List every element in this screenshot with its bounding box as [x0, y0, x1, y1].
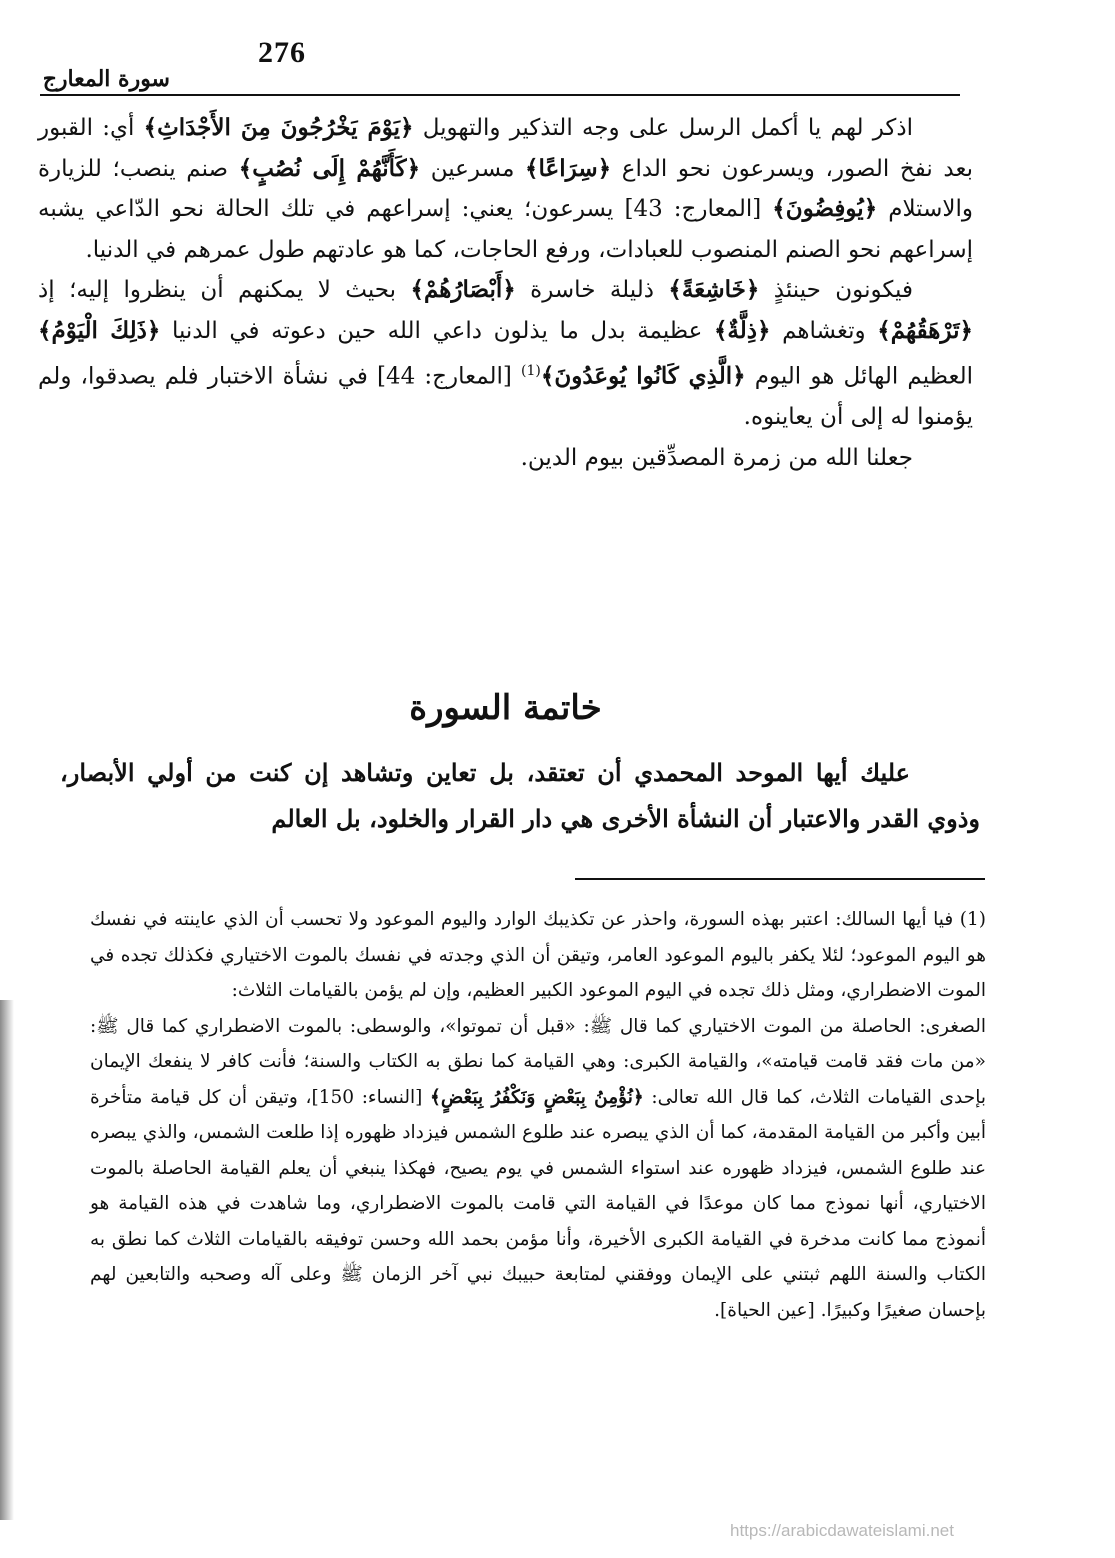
quran-verse: ﴿أَبْصَارُهُمْ﴾	[410, 276, 516, 303]
quran-verse: ﴿سِرَاعًا﴾	[525, 154, 612, 182]
quran-verse: ﴿الَّذِي كَانُوا يُوعَدُونَ﴾	[540, 362, 746, 390]
paragraph-2: فيكونون حينئذٍ ﴿خَاشِعَةً﴾ ذليلة خاسرة ﴿أَبْصَارُهُمْ﴾ بحيث لا يمكنهم أن ينظروا إليه؛ إذ ﴿تَرْهَقُهُمْ﴾ وتغشاهم ﴿ذِلَّةٌ﴾ عظيمة بدل ما يذلون داعي الله حين دعوته في الدنيا ﴿ذَلِكَ الْيَوْمُ﴾ العظيم الهائل هو اليوم ﴿الَّذِي كَانُوا يُوعَدُونَ﴾$^{(1)}$ [المعارج: 44] في نشأة الاختبار فلم يصدقوا، ولم يؤمنوا له إلى أن يعاينوه.	[38, 276, 973, 431]
quran-verse: ﴿ذِلَّةٌ﴾	[713, 316, 771, 344]
footnote	[90, 902, 986, 1328]
footnote-paragraph-2: الصغرى: الحاصلة من الموت الاختياري كما قال ﷺ: «قبل أن تموتوا»، والوسطى: بالموت الاضطراري كما قال ﷺ: «من مات فقد قامت قيامته»، والقيامة الكبرى: وهي القيامة كما نطق به الكتاب والسنة؛ فأنت كافر لا ينفعك الإيمان بإحدى القيامات الثلاث، كما قال الله تعالى: ﴿نُؤْمِنُ بِبَعْضٍ وَنَكْفُرُ بِبَعْضٍ﴾ [النساء: 150]، وتيقن أن كل قيامة متأخرة أبين وأكبر من القيامة المقدمة، كما أن الذي يبصره عند طلوع الشمس فيزداد ظهوره إذا طلعت الشمس، والذي يبصره عند طلوع الشمس، فيزداد ظهوره عند استواء الشمس في يوم يصيح، فهكذا ينبغي أن يعلم القيامة الحاصلة بالموت الاختياري، أنها نموذج مما كان موعدًا في القيامة التي قامت بالموت الاضطراري، وما شاهدت في هذه القيامة هو أنموذج مما كانت مدخرة في القيامة الكبرى الأخيرة، وأنا مؤمن بحمد الله وحسن توفيقه بالقيامات الثلاث كما نطق به الكتاب والسنة اللهم ثبتني على الإيمان ووفقني لمتابعة حبيبك نبي آخر الزمان ﷺ وعلى آله وصحبه والتابعين لهم بإحسان صغيرًا وكبيرًا. [عين الحياة].	[90, 1015, 986, 1321]
quran-verse: ﴿نُؤْمِنُ بِبَعْضٍ وَنَكْفُرُ بِبَعْضٍ﴾	[430, 1086, 644, 1108]
surah-name: سورة المعارج	[42, 66, 170, 92]
closing-text	[60, 750, 980, 842]
footnote-divider	[575, 878, 985, 880]
quran-verse: ﴿ذَلِكَ الْيَوْمُ﴾	[38, 316, 161, 344]
paragraph-3: جعلنا الله من زمرة المصدِّقين بيوم الدين.	[520, 444, 913, 471]
quran-verse: ﴿يُوفِضُونَ﴾	[772, 195, 878, 222]
quran-verse: ﴿يَوْمَ يَخْرُجُونَ مِنَ الأَجْدَاثِ﴾	[143, 114, 414, 141]
footnote-marker: (1)	[959, 909, 986, 930]
page-header	[40, 30, 960, 96]
page-number: 276	[258, 36, 306, 69]
quran-verse: ﴿كَأَنَّهُمْ إِلَى نُصُبٍ﴾	[238, 154, 421, 182]
quran-verse: ﴿خَاشِعَةً﴾	[668, 276, 760, 303]
main-text	[38, 108, 973, 478]
closing-paragraph: عليك أيها الموحد المحمدي أن تعتقد، بل تعاين وتشاهد إن كنت من أولي الأبصار، وذوي القدر والاعتبار أن النشأة الأخرى هي دار القرار والخلود، بل العالم	[60, 758, 980, 833]
footnote-paragraph-1: (1) فيا أيها السالك: اعتبر بهذه السورة، واحذر عن تكذيبك الوارد واليوم الموعود ولا تحسب أن الذي عاينته في نفسك هو اليوم الموعود؛ لئلا يكفر باليوم الموعود العامر، وتيقن أن الذي وجدته في نفسك بالموت الاختياري فكذلك تجده في الموت الاضطراري، ومثل ذلك تجده في اليوم الموعود الكبير العظيم، وإن لم يؤمن بالقيامات الثلاث:	[90, 909, 986, 1001]
footnote-ref[interactable]: (1)	[521, 363, 541, 379]
quran-verse: ﴿تَرْهَقُهُمْ﴾	[877, 316, 973, 344]
section-heading: خاتمة السورة	[409, 688, 602, 728]
scan-shadow	[0, 1000, 14, 1520]
paragraph-1: اذكر لهم يا أكمل الرسل على وجه التذكير والتهويل ﴿يَوْمَ يَخْرُجُونَ مِنَ الأَجْدَاثِ﴾ أي: القبور بعد نفخ الصور، ويسرعون نحو الداع ﴿سِرَاعًا﴾ مسرعين ﴿كَأَنَّهُمْ إِلَى نُصُبٍ﴾ صنم ينصب؛ للزيارة والاستلام ﴿يُوفِضُونَ﴾ [المعارج: 43] يسرعون؛ يعني: إسراعهم في تلك الحالة نحو الدّاعي يشبه إسراعهم نحو الصنم المنصوب للعبادات، ورفع الحاجات، كما هو عادتهم طول عمرهم في الدنيا.	[38, 114, 973, 263]
watermark: https://arabicdawateislami.net	[730, 1521, 954, 1540]
